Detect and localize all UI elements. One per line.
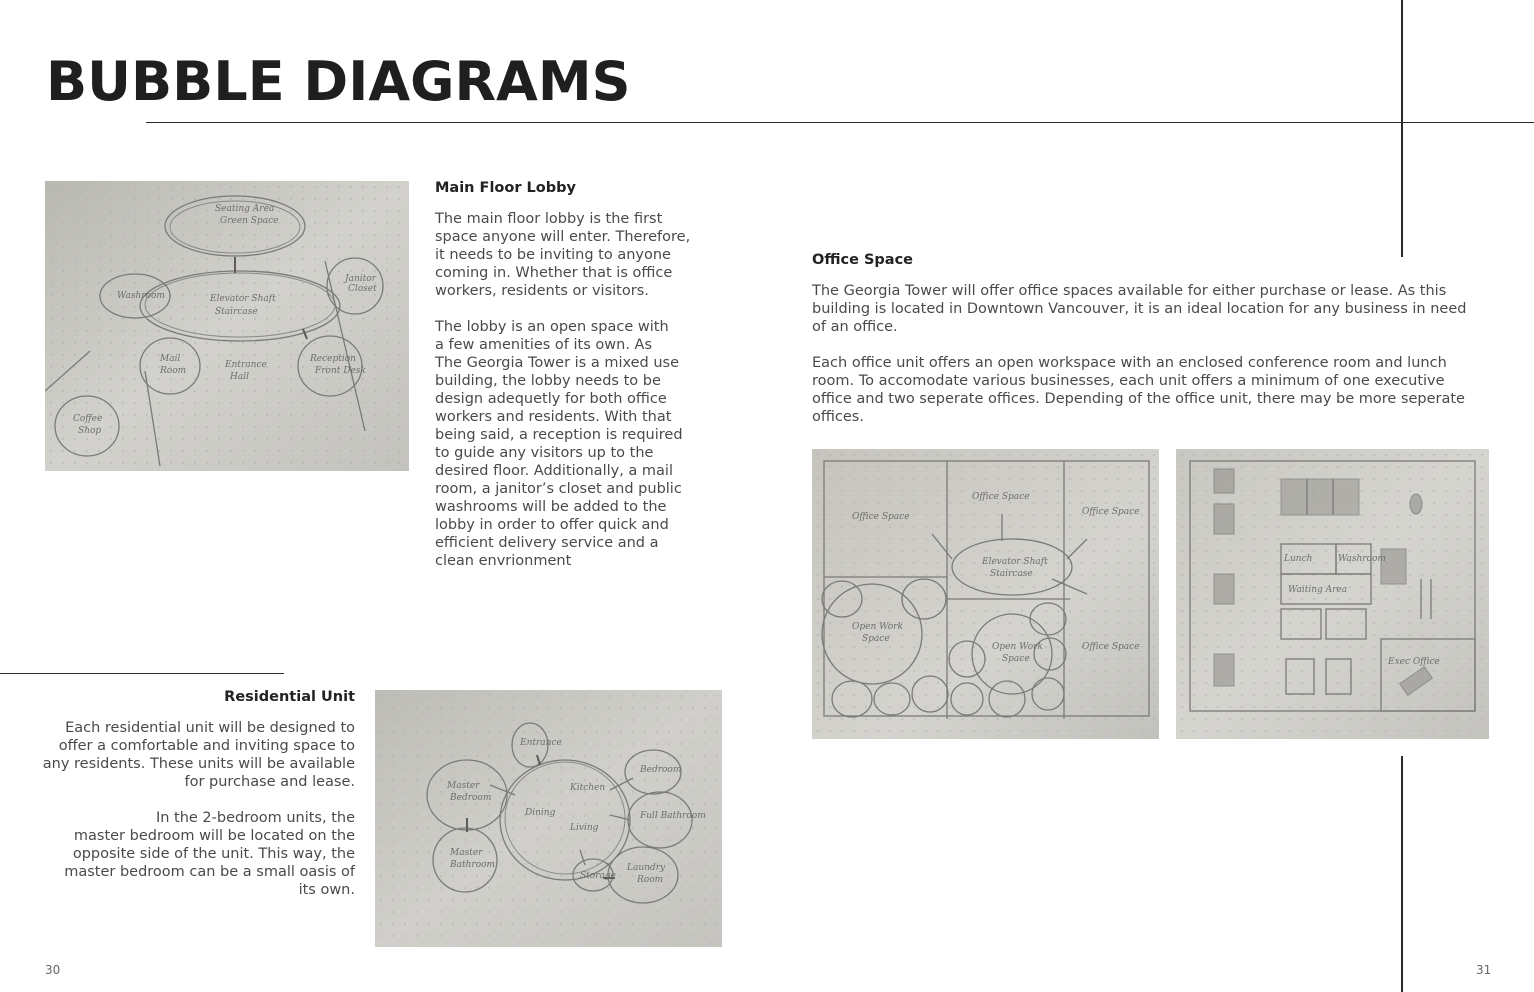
svg-text:Space: Space <box>1002 654 1030 664</box>
svg-text:Exec Office: Exec Office <box>1388 657 1440 667</box>
lobby-paragraph-1: The main floor lobby is the first space anyone will enter. Therefore, it needs to be inviting to anyone coming in. Whether that is office workers, residents or visitors. <box>435 211 691 299</box>
svg-text:Elevator Shaft: Elevator Shaft <box>982 557 1048 567</box>
residential-paragraph-2: In the 2-bedroom units, the master bedroom will be located on the opposite side of the unit. This way, the master bedroom can be a small oasis of its own. <box>64 810 355 898</box>
svg-text:Room: Room <box>637 875 664 885</box>
vertical-rule-top <box>1401 0 1403 257</box>
svg-text:Mail: Mail <box>160 354 181 364</box>
svg-text:Staircase: Staircase <box>990 569 1033 579</box>
svg-text:Front Desk: Front Desk <box>315 366 366 376</box>
office-heading: Office Space <box>812 252 914 268</box>
svg-text:Janitor: Janitor <box>345 274 376 284</box>
svg-text:Room: Room <box>160 366 187 376</box>
svg-text:Laundry: Laundry <box>627 863 666 873</box>
svg-text:Seating Area: Seating Area <box>215 204 275 214</box>
svg-text:Living: Living <box>570 823 599 833</box>
svg-text:Closet: Closet <box>348 284 377 294</box>
svg-text:Elevator Shaft: Elevator Shaft <box>210 294 276 304</box>
svg-text:Full Bathroom: Full Bathroom <box>640 811 706 821</box>
residential-paragraph-1: Each residential unit will be designed to offer a comfortable and inviting space to any residents. These units will be available for purchase and lease. <box>42 720 355 790</box>
residential-heading: Residential Unit <box>224 689 355 705</box>
lobby-paragraph-2: The lobby is an open space with a few amenities of its own. As The Georgia Tower is a mixed use building, the lobby needs to be design adequetly for both office workers and residents. With that being said, a reception is required to guide any visitors up to the desired floor. Additionally, a mail room, a janitor’s closet and public washrooms will be added to the lobby in order to offer quick and efficient delivery service and a clean envrionment <box>435 319 683 569</box>
vertical-rule-bottom <box>1401 756 1403 992</box>
svg-text:Kitchen: Kitchen <box>570 783 606 793</box>
svg-text:Office Space: Office Space <box>1082 642 1140 652</box>
title-underline-rule <box>146 122 1534 123</box>
office-bubble-diagram-photo <box>812 449 1159 739</box>
office-paragraph-1: The Georgia Tower will offer office spaces available for either purchase or lease. As this building is located in Downtown Vancouver, it is an ideal location for any business in need of an office. <box>812 283 1467 335</box>
svg-text:Storage: Storage <box>580 871 616 881</box>
svg-text:Open Work: Open Work <box>852 622 903 632</box>
office-floor-plan-photo <box>1176 449 1489 739</box>
svg-text:Master: Master <box>447 781 480 791</box>
svg-text:Office Space: Office Space <box>972 492 1030 502</box>
page-number-right: 31 <box>1476 963 1492 977</box>
svg-text:Bathroom: Bathroom <box>450 860 496 870</box>
svg-text:Staircase: Staircase <box>215 307 258 317</box>
svg-text:Open Work: Open Work <box>992 642 1043 652</box>
svg-text:Shop: Shop <box>78 426 102 436</box>
svg-text:Office Space: Office Space <box>852 512 910 522</box>
page-title: BUBBLE DIAGRAMS <box>46 50 631 113</box>
svg-text:Waiting Area: Waiting Area <box>1288 585 1348 595</box>
svg-text:Dining: Dining <box>525 808 556 818</box>
svg-text:Green Space: Green Space <box>220 216 279 226</box>
svg-text:Reception: Reception <box>310 354 356 364</box>
svg-text:Lunch: Lunch <box>1284 554 1313 564</box>
lobby-bubble-diagram-photo <box>45 181 409 471</box>
svg-text:Office Space: Office Space <box>1082 507 1140 517</box>
residential-section-rule <box>0 673 284 674</box>
svg-text:Entrance: Entrance <box>225 360 267 370</box>
svg-text:Bedroom: Bedroom <box>450 793 492 803</box>
svg-text:Entrance: Entrance <box>520 738 562 748</box>
svg-text:Master: Master <box>450 848 483 858</box>
svg-text:Space: Space <box>862 634 890 644</box>
svg-text:Hall: Hall <box>230 372 249 382</box>
office-paragraph-2: Each office unit offers an open workspace with an enclosed conference room and lunch room. To accomodate various businesses, each unit offers a minimum of one executive office and two seperate offices. Depending of the office unit, there may be more seperate offices. <box>812 355 1465 425</box>
svg-text:Washroom: Washroom <box>117 291 165 301</box>
residential-bubble-diagram-photo <box>375 690 722 947</box>
svg-text:Coffee: Coffee <box>73 414 103 424</box>
page-number-left: 30 <box>45 963 61 977</box>
svg-text:Washroom: Washroom <box>1338 554 1386 564</box>
svg-text:Bedroom: Bedroom <box>640 765 682 775</box>
lobby-heading: Main Floor Lobby <box>435 180 576 196</box>
